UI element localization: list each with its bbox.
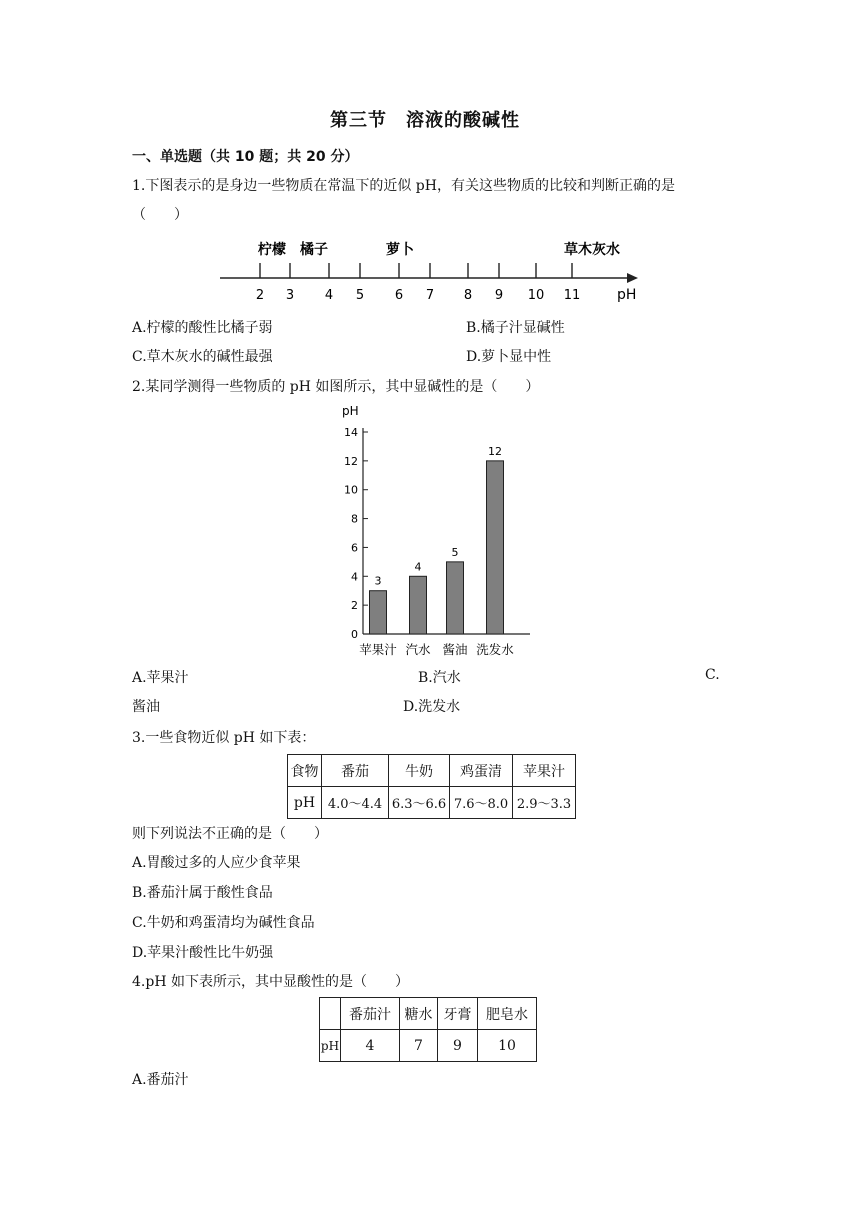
y-tick-label: 8 <box>351 512 358 526</box>
bar <box>410 576 427 634</box>
scale-axis-label: pH <box>617 287 637 303</box>
table-row <box>288 787 576 819</box>
scale-tick-label: 4 <box>324 288 334 303</box>
q1-option-b: B.橘子汁显碱性 <box>466 320 565 336</box>
table-row <box>320 998 537 1030</box>
x-category-label: 苹果汁 <box>359 642 397 657</box>
q2-stem: 2.某同学测得一些物质的 pH 如图所示，其中显碱性的是（ ） <box>132 379 540 395</box>
q3-food-ph-table <box>287 754 576 819</box>
y-tick-label: 14 <box>344 426 358 439</box>
q4-option-a: A.番茄汁 <box>132 1072 189 1088</box>
bar-value-label: 5 <box>451 545 459 559</box>
table-cell: 番茄 <box>322 755 389 787</box>
ph-scale-arrow <box>627 273 638 283</box>
table-cell: 7.6～8.0 <box>450 787 513 819</box>
q3-option-a: A.胃酸过多的人应少食苹果 <box>132 855 301 871</box>
table-cell: pH <box>320 1030 341 1062</box>
table-cell: 6.3～6.6 <box>389 787 450 819</box>
scale-tick-label: 8 <box>463 288 473 303</box>
y-tick-label: 10 <box>344 483 358 497</box>
q4-stem: 4.pH 如下表所示，其中显酸性的是（ ） <box>132 974 409 990</box>
table-cell: 食物 <box>288 755 322 787</box>
q2-option-d: D.洗发水 <box>403 699 461 715</box>
bar-value-label: 12 <box>488 444 502 458</box>
table-cell: 肥皂水 <box>478 998 537 1030</box>
scale-tick-label: 10 <box>527 288 545 303</box>
q3-option-d: D.苹果汁酸性比牛奶强 <box>132 945 274 961</box>
page-title: 第三节 溶液的酸碱性 <box>330 110 520 131</box>
x-category-label: 汽水 <box>405 642 431 657</box>
y-tick-label: 4 <box>351 570 358 584</box>
chart-ylabel: pH <box>342 404 359 418</box>
bar-value-label: 3 <box>374 574 382 588</box>
q2-option-c-prefix: C. <box>705 667 720 683</box>
table-cell: 牛奶 <box>389 755 450 787</box>
scale-label-lemon: 柠檬 <box>258 242 286 258</box>
scale-tick-label: 6 <box>394 288 404 303</box>
q1-bracket: （ ） <box>132 207 188 223</box>
q1-option-d: D.萝卜显中性 <box>466 349 552 365</box>
table-cell: pH <box>288 787 322 819</box>
x-category-label: 洗发水 <box>476 642 514 657</box>
q3-stem: 3.一些食物近似 pH 如下表： <box>132 730 316 746</box>
table-cell: 牙膏 <box>438 998 478 1030</box>
scale-tick-label: 5 <box>355 288 365 303</box>
table-cell: 4.0～4.4 <box>322 787 389 819</box>
bar-value-label: 4 <box>414 560 422 574</box>
table-cell: 7 <box>400 1030 438 1062</box>
scale-tick-label: 2 <box>255 288 265 303</box>
scale-label-orange: 橘子 <box>300 242 328 258</box>
table-row <box>320 1030 537 1062</box>
table-row <box>288 755 576 787</box>
ph-bar-chart <box>325 398 535 662</box>
table-cell: 2.9～3.3 <box>513 787 576 819</box>
y-tick-label: 2 <box>351 599 358 613</box>
x-category-label: 酱油 <box>442 642 468 657</box>
bar <box>447 562 464 634</box>
table-cell: 糖水 <box>400 998 438 1030</box>
q1-option-a: A.柠檬的酸性比橘子弱 <box>132 320 273 336</box>
table-cell: 苹果汁 <box>513 755 576 787</box>
q4-ph-table <box>319 997 537 1062</box>
q3-option-c: C.牛奶和鸡蛋清均为碱性食品 <box>132 915 315 931</box>
q2-option-c-text: 酱油 <box>132 699 160 715</box>
q2-option-a: A.苹果汁 <box>132 670 189 686</box>
bar <box>487 461 504 634</box>
table-cell: 鸡蛋清 <box>450 755 513 787</box>
y-tick-label: 12 <box>344 454 358 468</box>
scale-label-ash-water: 草木灰水 <box>564 242 620 258</box>
section-heading: 一、单选题（共 10 题；共 20 分） <box>132 149 359 165</box>
q2-option-b: B.汽水 <box>418 670 461 686</box>
q1-stem: 1.下图表示的是身边一些物质在常温下的近似 pH，有关这些物质的比较和判断正确的是 <box>132 178 675 194</box>
scale-tick-label: 7 <box>425 288 435 303</box>
bar <box>370 591 387 634</box>
table-cell: 4 <box>341 1030 400 1062</box>
table-cell: 番茄汁 <box>341 998 400 1030</box>
scale-tick-label: 11 <box>563 288 581 303</box>
scale-tick-label: 9 <box>494 288 504 303</box>
y-tick-label: 6 <box>351 541 358 555</box>
ph-scale-figure <box>210 232 650 308</box>
q3-question: 则下列说法不正确的是（ ） <box>132 826 328 842</box>
q1-option-c: C.草木灰水的碱性最强 <box>132 349 273 365</box>
table-cell: 10 <box>478 1030 537 1062</box>
table-cell <box>320 998 341 1030</box>
scale-label-radish: 萝卜 <box>386 242 414 258</box>
y-tick-label: 0 <box>351 628 358 641</box>
table-cell: 9 <box>438 1030 478 1062</box>
scale-tick-label: 3 <box>285 288 295 303</box>
q3-option-b: B.番茄汁属于酸性食品 <box>132 885 273 901</box>
